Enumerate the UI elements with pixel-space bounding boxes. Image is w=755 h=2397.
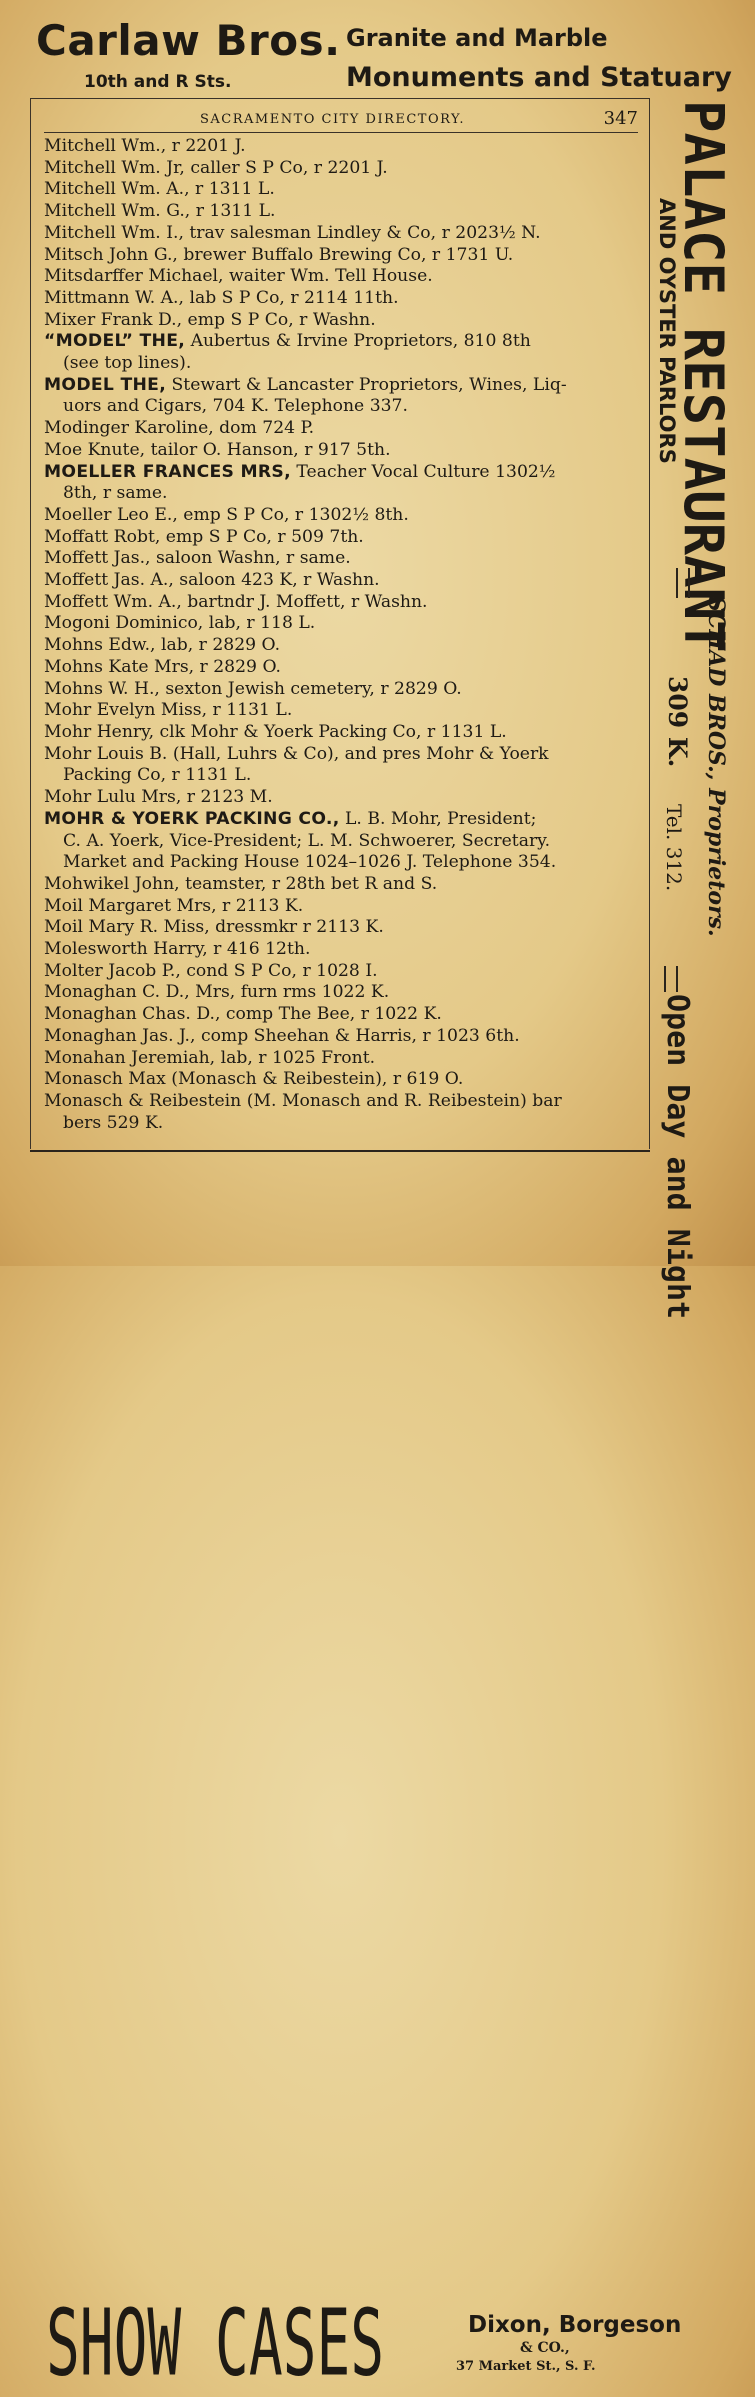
entry-text: Mixer Frank D., emp S P Co, r Washn. (44, 309, 376, 330)
entry-bold-name: MOELLER FRANCES MRS, (44, 461, 291, 482)
directory-entry (44, 722, 638, 744)
dixon-address: 37 Market St., S. F. (456, 2359, 596, 2374)
directory-entry-continuation (44, 765, 638, 787)
bottom-advertisement (0, 1150, 682, 2397)
entry-text: Mitsdarffer Michael, waiter Wm. Tell House. (44, 266, 433, 287)
directory-entry (44, 527, 638, 549)
directory-entry (44, 961, 638, 983)
directory-entry (44, 1069, 638, 1091)
entry-text: Mohr Lulu Mrs, r 2123 M. (44, 787, 273, 808)
entry-text: Moeller Leo E., emp S P Co, r 1302½ 8th. (44, 504, 409, 525)
directory-entry (44, 201, 638, 223)
directory-entry (44, 635, 638, 657)
oyster-parlors-text: AND OYSTER PARLORS (655, 198, 679, 464)
page-header (44, 108, 638, 133)
show-cases-headline: SHOW CASES (46, 2290, 385, 2397)
entry-text: Molesworth Harry, r 416 12th. (44, 939, 311, 960)
directory-entry (44, 787, 638, 809)
carlaw-bros-address: 10th and R Sts. (84, 72, 232, 92)
restaurant-telephone: Tel. 312. (662, 804, 686, 892)
schad-bros-text: SCHAD BROS., Proprietors. (703, 596, 729, 937)
entry-text: Market and Packing House 1024–1026 J. Telephone 354. (63, 852, 557, 873)
entry-text: Monahan Jeremiah, lab, r 1025 Front. (44, 1047, 376, 1068)
entry-text: Mitchell Wm. A., r 1311 L. (44, 179, 275, 200)
page-number: 347 (603, 108, 638, 129)
directory-entry-continuation (44, 1113, 638, 1135)
entry-text: Mitchell Wm. Jr, caller S P Co, r 2201 J. (44, 157, 388, 178)
entry-text: Monaghan Jas. J., comp Sheehan & Harris, r 1023 6th. (44, 1025, 520, 1046)
entry-text: Mohr Henry, clk Mohr & Yoerk Packing Co, r 1131 L. (44, 721, 507, 742)
directory-entry-continuation (44, 483, 638, 505)
directory-listing (44, 136, 638, 1134)
entry-text: Moffett Jas., saloon Washn, r same. (44, 548, 351, 569)
entry-text: Monasch & Reibestein (M. Monasch and R. Reibestein) bar (44, 1090, 562, 1111)
entry-text: Moffett Wm. A., bartndr J. Moffett, r Washn. (44, 591, 428, 612)
directory-entry (44, 657, 638, 679)
entry-text: Mohns Kate Mrs, r 2829 O. (44, 656, 281, 677)
entry-text: Modinger Karoline, dom 724 P. (44, 418, 315, 439)
directory-entry (44, 331, 638, 353)
entry-text: (see top lines). (63, 353, 192, 374)
directory-entry-continuation (44, 852, 638, 874)
restaurant-address: 309 K. (663, 676, 692, 768)
entry-text: Mitchell Wm., r 2201 J. (44, 136, 246, 156)
dixon-co-text: & CO., (520, 2340, 570, 2356)
directory-entry (44, 505, 638, 527)
directory-entry (44, 245, 638, 267)
entry-text: Mohwikel John, teamster, r 28th bet R and S. (44, 873, 438, 894)
directory-entry (44, 1026, 638, 1048)
directory-entry (44, 809, 638, 831)
entry-text: Moffett Jas. A., saloon 423 K, r Washn. (44, 570, 380, 591)
directory-entry (44, 136, 638, 158)
directory-entry (44, 266, 638, 288)
entry-bold-name: MODEL THE, (44, 374, 167, 395)
directory-title: SACRAMENTO CITY DIRECTORY. (200, 112, 466, 127)
directory-entry (44, 874, 638, 896)
entry-text: bers 529 K. (63, 1112, 164, 1133)
directory-entry (44, 592, 638, 614)
entry-text: Mohr Evelyn Miss, r 1131 L. (44, 700, 293, 721)
directory-entry (44, 310, 638, 332)
directory-entry (44, 939, 638, 961)
directory-entry (44, 896, 638, 918)
dixon-borgeson-name: Dixon, Borgeson (468, 2312, 682, 2338)
directory-entry (44, 917, 638, 939)
directory-entry (44, 1048, 638, 1070)
entry-text: Aubertus & Irvine Proprietors, 810 8th (185, 331, 531, 352)
entry-text: Teacher Vocal Culture 1302½ (290, 461, 556, 482)
directory-entry (44, 223, 638, 245)
palace-restaurant-text: PALACE RESTAURANT (672, 100, 735, 653)
entry-text: Mohr Louis B. (Hall, Luhrs & Co), and pres Mohr & Yoerk (44, 743, 549, 764)
open-day-night-text: Open Day and Night (660, 994, 695, 1320)
directory-entry (44, 982, 638, 1004)
entry-text: Monaghan Chas. D., comp The Bee, r 1022 K. (44, 1004, 442, 1025)
entry-text: Moffatt Robt, emp S P Co, r 509 7th. (44, 526, 364, 547)
directory-entry (44, 744, 638, 766)
monuments-statuary-text: Monuments and Statuary (346, 62, 732, 93)
entry-text: uors and Cigars, 704 K. Telephone 337. (63, 396, 408, 417)
entry-text: Stewart & Lancaster Proprietors, Wines, Liq- (166, 374, 567, 395)
entry-text: Mohns Edw., lab, r 2829 O. (44, 635, 281, 656)
directory-entry (44, 613, 638, 635)
ad-divider (676, 568, 690, 598)
top-advertisement (0, 0, 755, 98)
directory-entry (44, 158, 638, 180)
directory-entry (44, 1004, 638, 1026)
directory-entry (44, 570, 638, 592)
directory-entry-continuation (44, 353, 638, 375)
granite-marble-text: Granite and Marble (346, 24, 608, 52)
entry-text: C. A. Yoerk, Vice-President; L. M. Schwoerer, Secretary. (63, 830, 551, 851)
directory-entry-continuation (44, 831, 638, 853)
entry-text: Mittmann W. A., lab S P Co, r 2114 11th. (44, 287, 399, 308)
entry-text: Moil Mary R. Miss, dressmkr r 2113 K. (44, 917, 384, 938)
entry-text: Packing Co, r 1131 L. (63, 765, 252, 786)
directory-entry (44, 418, 638, 440)
entry-text: Monaghan C. D., Mrs, furn rms 1022 K. (44, 982, 390, 1003)
entry-text: L. B. Mohr, President; (339, 808, 537, 829)
directory-entry (44, 679, 638, 701)
entry-text: Mitchell Wm. G., r 1311 L. (44, 201, 276, 222)
entry-text: Mohns W. H., sexton Jewish cemetery, r 2829 O. (44, 678, 462, 699)
entry-text: Mitsch John G., brewer Buffalo Brewing Co, r 1731 U. (44, 244, 514, 265)
entry-text: Monasch Max (Monasch & Reibestein), r 619 O. (44, 1069, 464, 1090)
ad-divider-lower (664, 966, 678, 992)
entry-bold-name: MOHR & YOERK PACKING CO., (44, 808, 340, 829)
carlaw-bros-name: Carlaw Bros. (36, 16, 341, 65)
directory-entry (44, 288, 638, 310)
entry-text: 8th, r same. (63, 483, 168, 504)
directory-entry (44, 462, 638, 484)
directory-entry (44, 700, 638, 722)
directory-entry-continuation (44, 396, 638, 418)
directory-entry (44, 375, 638, 397)
entry-text: Mitchell Wm. I., trav salesman Lindley & Co, r 2023½ N. (44, 222, 541, 243)
directory-entry (44, 179, 638, 201)
entry-text: Mogoni Dominico, lab, r 118 L. (44, 613, 316, 634)
directory-entry (44, 548, 638, 570)
entry-bold-name: “MODEL” THE, (44, 331, 186, 352)
entry-text: Moil Margaret Mrs, r 2113 K. (44, 895, 304, 916)
entry-text: Moe Knute, tailor O. Hanson, r 917 5th. (44, 439, 391, 460)
directory-entry (44, 440, 638, 462)
directory-entry (44, 1091, 638, 1113)
entry-text: Molter Jacob P., cond S P Co, r 1028 I. (44, 960, 378, 981)
